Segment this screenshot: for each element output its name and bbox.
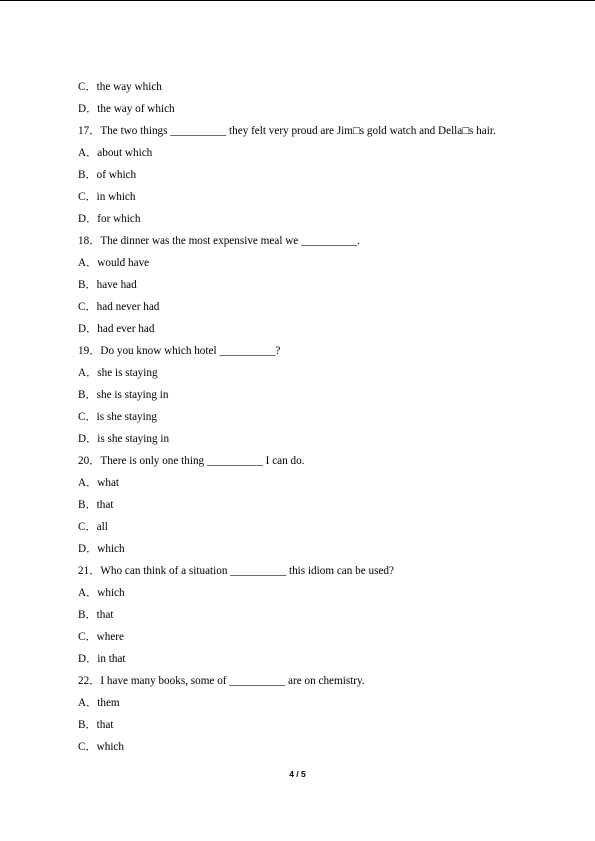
top-border-rule [0, 0, 595, 1]
option-line: A．about which [78, 147, 153, 159]
question-21: 21．Who can think of a situation __________ this idiom can be used? [78, 565, 394, 577]
option-line: B．that [78, 609, 114, 621]
option-line: A．would have [78, 257, 150, 269]
question-22: 22．I have many books, some of __________ are on chemistry. [78, 675, 365, 687]
question-list [78, 79, 548, 761]
option-line: C．had never had [78, 301, 160, 313]
option-line: C．which [78, 741, 124, 753]
option-line: B．that [78, 499, 114, 511]
option-line: D．for which [78, 213, 141, 225]
option-line: C．the way which [78, 81, 162, 93]
option-line: A．which [78, 587, 125, 599]
option-line: D．had ever had [78, 323, 155, 335]
option-line: A．them [78, 697, 120, 709]
option-line: B．of which [78, 169, 137, 181]
page-number: 4 / 5 [289, 769, 306, 779]
option-line: B．have had [78, 279, 137, 291]
option-line: C．is she staying [78, 411, 157, 423]
option-line: C．in which [78, 191, 136, 203]
option-line: C．all [78, 521, 108, 533]
question-20: 20．There is only one thing __________ I can do. [78, 455, 305, 467]
option-line: D．is she staying in [78, 433, 170, 445]
option-line: B．that [78, 719, 114, 731]
option-line: D．in that [78, 653, 126, 665]
option-line: A．what [78, 477, 120, 489]
option-line: C．where [78, 631, 124, 643]
option-line: B．she is staying in [78, 389, 169, 401]
question-17: 17．The two things __________ they felt very proud are Jim□s gold watch and Della□s hair. [78, 125, 496, 137]
option-line: A．she is staying [78, 367, 158, 379]
question-19: 19．Do you know which hotel __________? [78, 345, 281, 357]
question-18: 18．The dinner was the most expensive meal we __________. [78, 235, 360, 247]
option-line: D．the way of which [78, 103, 175, 115]
option-line: D．which [78, 543, 125, 555]
